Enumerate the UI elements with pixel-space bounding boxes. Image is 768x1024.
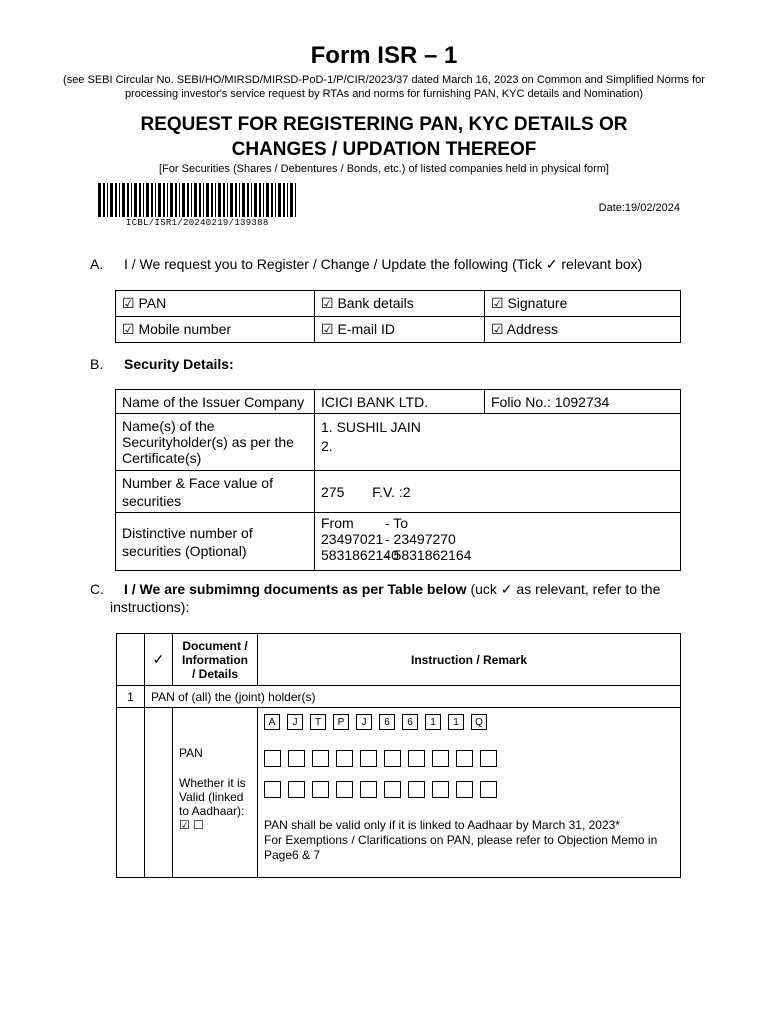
pan-empty-box[interactable] — [384, 781, 401, 798]
form-subtitle: (see SEBI Circular No. SEBI/HO/MIRSD/MIRSD-PoD-1/P/CIR/2023/37 dated March 16, 2023 on Common and Simplified Norms for processing investor's service request by RTAs and norms for furnishing PAN, KYC details and Nomination) — [63, 74, 705, 100]
pan-char-box[interactable]: 1 — [425, 714, 441, 730]
table-row — [117, 634, 681, 686]
pan-empty-box[interactable] — [480, 750, 497, 767]
pan-empty-box[interactable] — [360, 750, 377, 767]
distinctive-ranges — [315, 513, 681, 571]
row-title: PAN of (all) the (joint) holder(s) — [145, 686, 681, 708]
pan-empty-box[interactable] — [480, 781, 497, 798]
option-mobile-number[interactable]: ☑ Mobile number — [116, 317, 315, 343]
pan-empty-box[interactable] — [408, 781, 425, 798]
table-row — [116, 291, 681, 317]
holder-1: 1. SUSHIL JAIN — [321, 419, 421, 435]
form-note: [For Securities (Shares / Debentures / Bonds, etc.) of listed companies held in physical form] — [159, 163, 609, 175]
option-pan[interactable]: ☑ PAN — [116, 291, 315, 317]
section-c — [90, 581, 690, 615]
form-heading: REQUEST FOR REGISTERING PAN, KYC DETAILS OR CHANGES / UPDATION THEREOF — [140, 114, 628, 160]
pan-empty-box[interactable] — [408, 750, 425, 767]
section-c-text-2: instructions): — [110, 599, 190, 615]
table-row — [116, 317, 681, 343]
section-a-letter: A. — [90, 256, 104, 272]
table-row — [116, 414, 681, 471]
pan-empty-boxes-2 — [264, 781, 674, 798]
pan-entry-cell — [258, 708, 681, 878]
folio-number: Folio No.: 1092734 — [485, 390, 681, 414]
request-options-table — [115, 290, 681, 343]
face-value: F.V. :2 — [372, 483, 411, 500]
distinctive-label: Distinctive number of securities (Optional) — [116, 513, 315, 571]
pan-empty-box[interactable] — [456, 750, 473, 767]
range-2-to: - 5831862164 — [385, 547, 472, 563]
pan-empty-box[interactable] — [384, 750, 401, 767]
table-row — [116, 471, 681, 513]
table-row — [117, 708, 681, 878]
row-number: 1 — [117, 686, 145, 708]
section-c-text: (uck ✓ as relevant, refer to the — [466, 581, 661, 597]
holder-2: 2. — [321, 438, 333, 454]
pan-detail-cell — [173, 708, 258, 878]
pan-empty-box[interactable] — [456, 781, 473, 798]
barcode-icon — [98, 183, 296, 219]
pan-empty-box[interactable] — [312, 750, 329, 767]
instruction-column-header: Instruction / Remark — [258, 634, 681, 686]
document-column-header: Document / Information / Details — [173, 634, 258, 686]
pan-character-boxes — [264, 714, 674, 730]
pan-empty-box[interactable] — [336, 781, 353, 798]
option-signature[interactable]: ☑ Signature — [485, 291, 681, 317]
pan-char-box[interactable]: A — [264, 714, 280, 730]
issuer-label: Name of the Issuer Company — [116, 390, 315, 414]
section-a-text: I / We request you to Register / Change / Update the following (Tick ✓ relevant box) — [124, 256, 643, 272]
form-title: Form ISR – 1 — [310, 42, 458, 69]
pan-char-box[interactable]: 6 — [379, 714, 395, 730]
pan-empty-box[interactable] — [432, 750, 449, 767]
option-bank-details[interactable]: ☑ Bank details — [315, 291, 485, 317]
barcode-text: ICBL/ISR1/20240219/139388 — [126, 218, 269, 228]
pan-char-box[interactable]: Q — [471, 714, 487, 730]
pan-char-box[interactable]: P — [333, 714, 349, 730]
to-label: - To — [385, 515, 409, 531]
pan-label: PAN — [179, 746, 203, 760]
pan-valid-label: Whether it is Valid (linked to Aadhaar): — [179, 776, 246, 818]
table-row — [116, 513, 681, 571]
from-label: From — [321, 515, 354, 531]
pan-char-box[interactable]: J — [287, 714, 303, 730]
documents-table — [116, 633, 681, 878]
check-column-header: ✓ — [145, 634, 173, 686]
pan-char-box[interactable]: 1 — [448, 714, 464, 730]
section-b-letter: B. — [90, 356, 104, 372]
face-value-label: Number & Face value of securities — [116, 471, 315, 513]
pan-empty-boxes — [264, 750, 674, 767]
pan-remark-1: PAN shall be valid only if it is linked to Aadhaar by March 31, 2023* — [264, 818, 620, 832]
section-a — [90, 256, 643, 272]
pan-remark-2: For Exemptions / Clarifications on PAN, please refer to Objection Memo in Page6 & 7 — [264, 833, 658, 862]
range-1-to: - 23497270 — [385, 531, 456, 547]
holders-value — [315, 414, 681, 471]
pan-empty-box[interactable] — [264, 750, 281, 767]
pan-empty-box[interactable] — [288, 750, 305, 767]
table-row — [117, 686, 681, 708]
pan-empty-box[interactable] — [432, 781, 449, 798]
section-b — [90, 356, 234, 372]
form-date: Date:19/02/2024 — [598, 202, 680, 214]
face-value-cell — [315, 471, 681, 513]
range-2-from: 5831862140 — [321, 547, 399, 563]
section-c-bold: I / We are submimng documents as per Table below — [124, 581, 467, 597]
option-email-id[interactable]: ☑ E-mail ID — [315, 317, 485, 343]
pan-valid-checkboxes[interactable]: ☑ ☐ — [179, 818, 204, 832]
table-row — [116, 390, 681, 414]
pan-empty-box[interactable] — [360, 781, 377, 798]
section-b-label: Security Details: — [124, 356, 234, 372]
pan-char-box[interactable]: J — [356, 714, 372, 730]
security-details-table — [115, 389, 681, 571]
pan-empty-box[interactable] — [336, 750, 353, 767]
section-c-letter: C. — [90, 581, 104, 597]
securities-count: 275 — [321, 483, 345, 500]
option-address[interactable]: ☑ Address — [485, 317, 681, 343]
pan-empty-box[interactable] — [264, 781, 281, 798]
pan-empty-box[interactable] — [288, 781, 305, 798]
holders-label: Name(s) of the Securityholder(s) as per the Certificate(s) — [116, 414, 315, 471]
pan-char-box[interactable]: T — [310, 714, 326, 730]
range-1-from: 23497021 — [321, 531, 384, 547]
issuer-value: ICICI BANK LTD. — [315, 390, 485, 414]
pan-empty-box[interactable] — [312, 781, 329, 798]
pan-char-box[interactable]: 6 — [402, 714, 418, 730]
